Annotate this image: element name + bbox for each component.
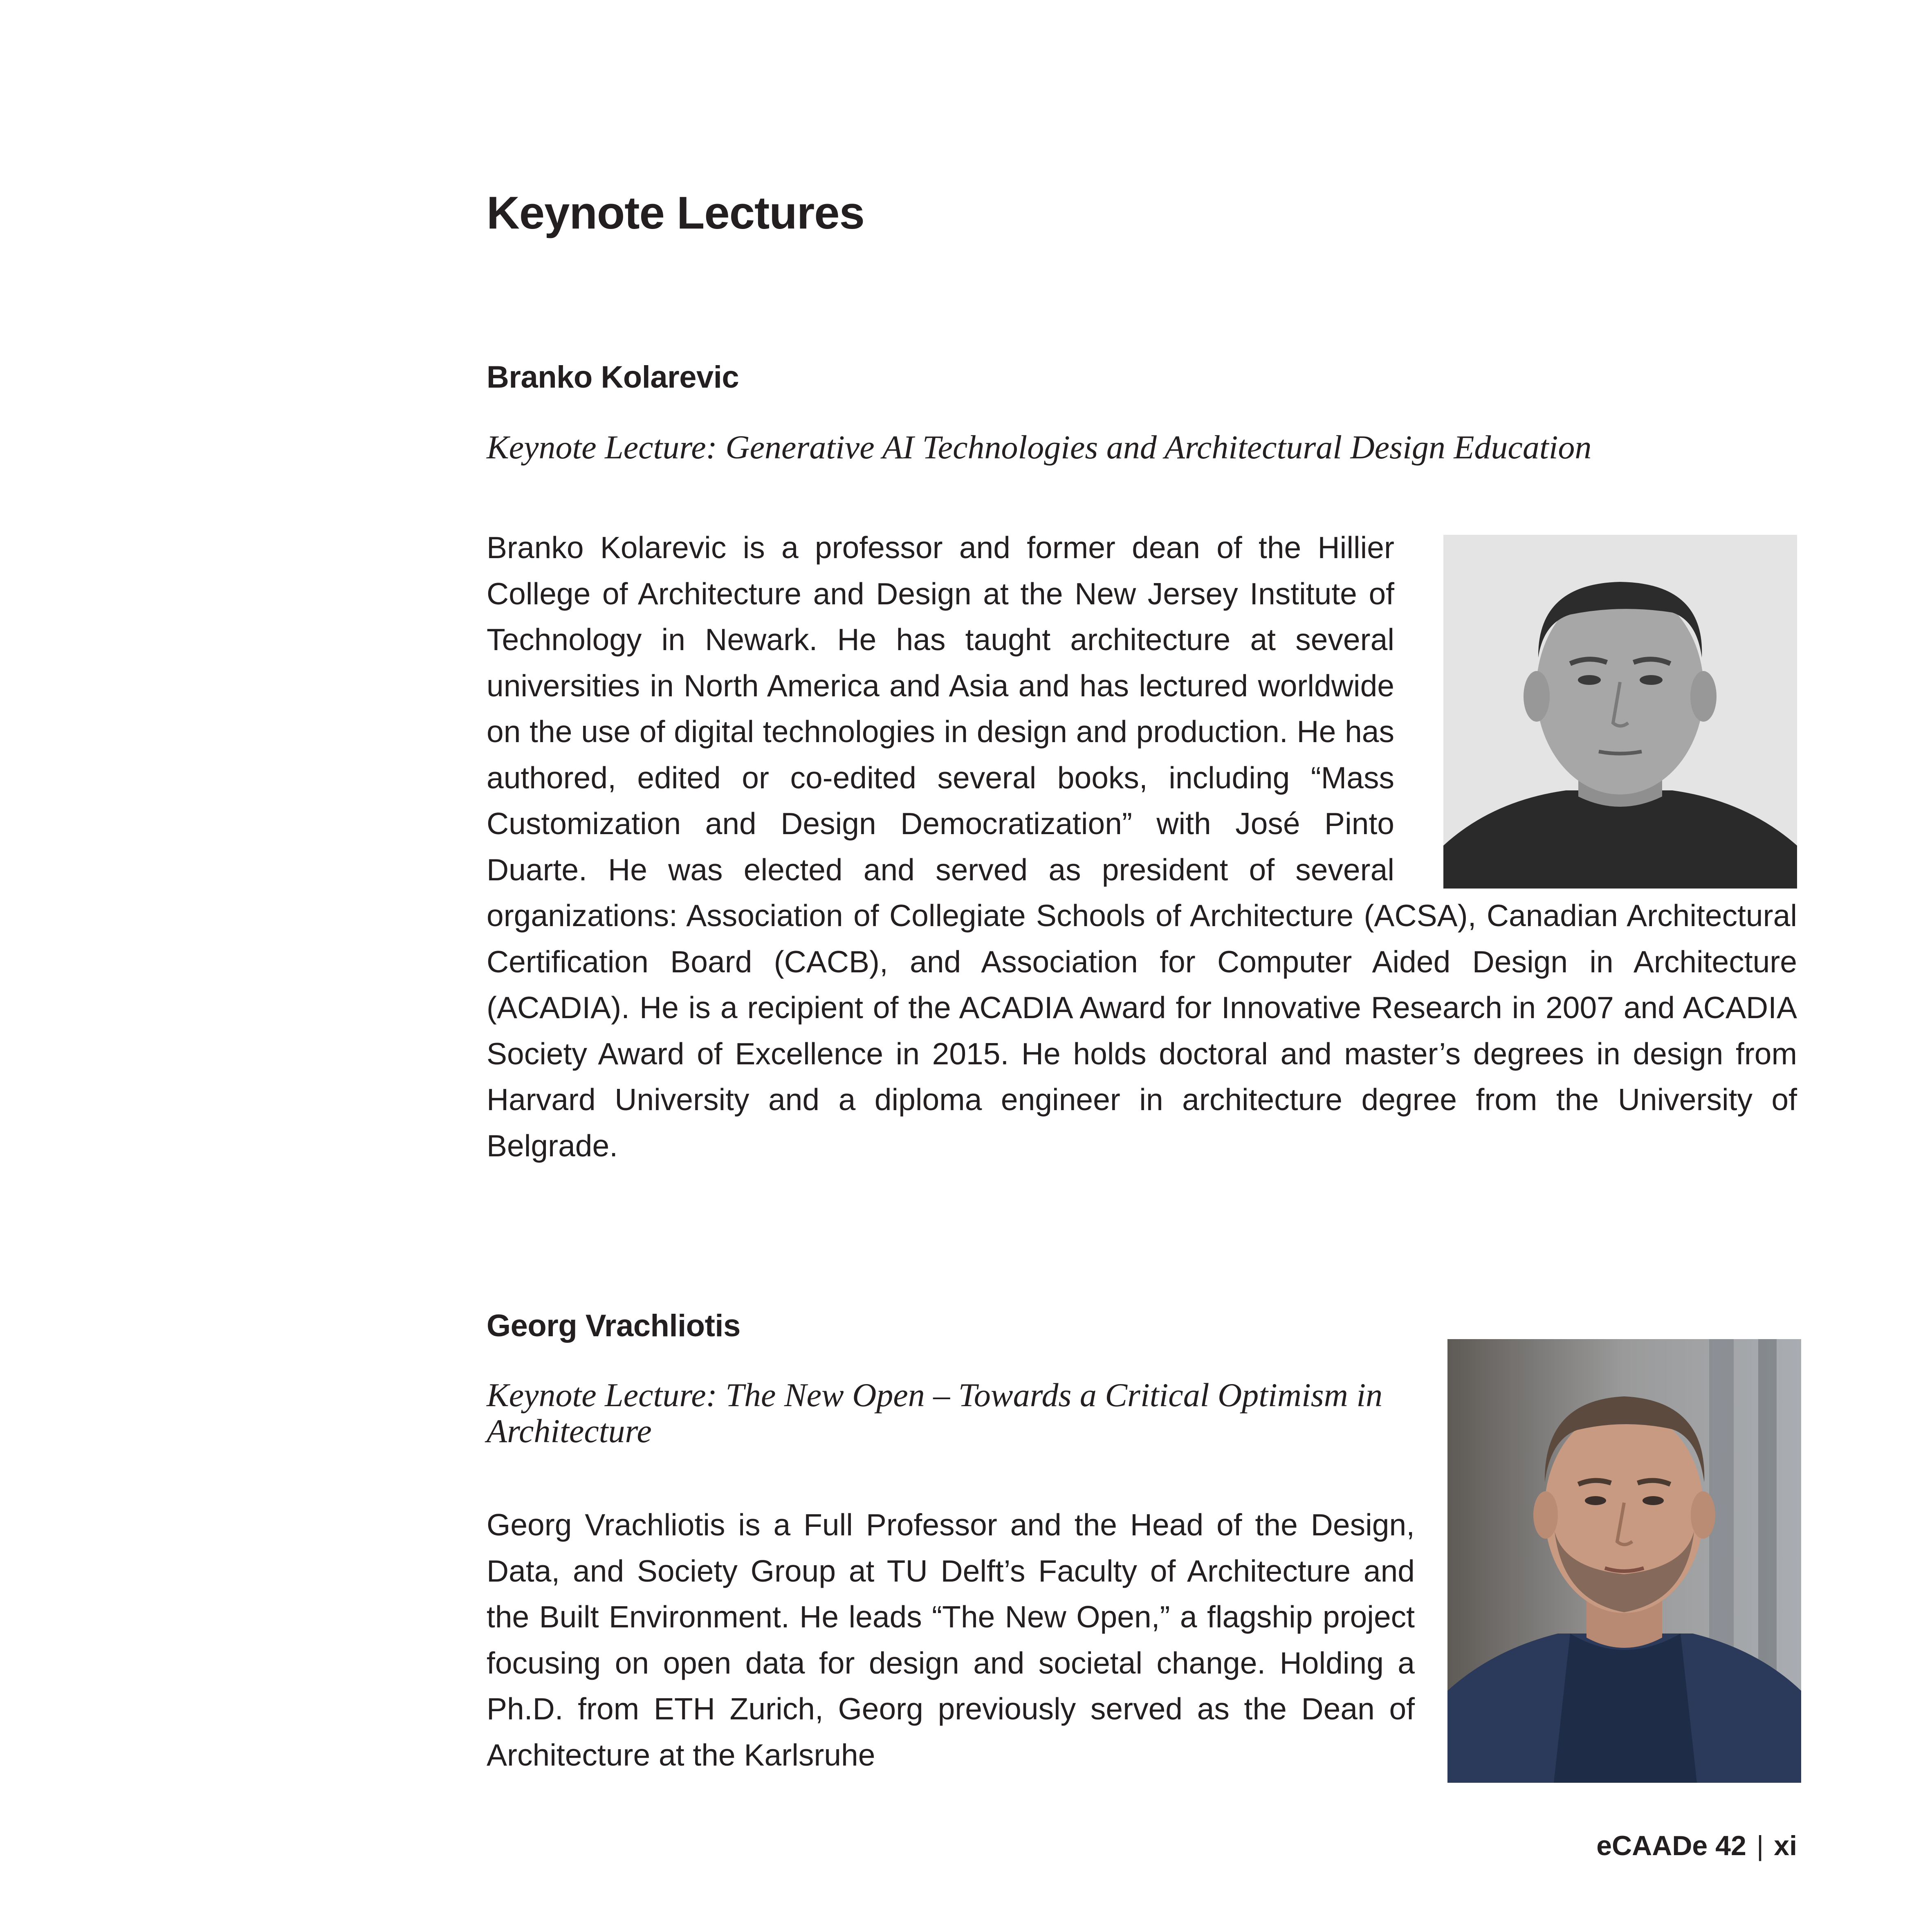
speaker-name-vrachliotis: Georg Vrachliotis <box>487 1308 740 1343</box>
portrait-photo-kolarevic <box>1443 535 1797 889</box>
speaker-name-kolarevic: Branko Kolarevic <box>487 360 739 395</box>
color-portrait-image <box>1447 1339 1801 1783</box>
footer-page-number: xi <box>1774 1830 1797 1861</box>
page-footer <box>1596 1832 1797 1860</box>
footer-conference: eCAADe 42 <box>1596 1830 1746 1861</box>
portrait-photo-vrachliotis <box>1447 1339 1801 1783</box>
footer-separator: | <box>1756 1830 1764 1861</box>
bio-text-kolarevic: Branko Kolarevic is a professor and former dean of the Hillier College of Architecture and Design at the New Jersey Institute of Technology in Newark. He has taught architecture at several universities in North America and Asia and has lectured worldwide on the use of digital technologies in design and production. He has authored, edited or co-edited several books, including “Mass Customization and Design Democratization” with José Pinto Duarte. He was elected and served as president of several organizations: Association of Collegiate Schools of Architecture (ACSA), Canadian Architectural Certification Board (CACB), and Association for Computer Aided Design in Architecture (ACADIA). He is a recipient of the ACADIA Award for Innovative Research in 2007 and ACADIA Society Award of Excellence in 2015. He holds doctoral and master’s degrees in design from Harvard University and a diploma engineer in architecture degree from the University of Belgrade. <box>487 530 1797 1163</box>
lecture-title-kolarevic: Keynote Lecture: Generative AI Technologies and Architectural Design Education <box>487 429 1592 466</box>
bio-text-vrachliotis: Georg Vrachliotis is a Full Professor and the Head of the Design, Data, and Society Group at TU Delft’s Faculty of Architecture and the Built Environment. He leads “The New Open,” a flagship project focusing on open data for design and societal change. Holding a Ph.D. from ETH Zurich, Georg previously served as the Dean of Architecture at the Karlsruhe <box>487 1508 1415 1772</box>
lecture-title-vrachliotis: Keynote Lecture: The New Open – Towards a Critical Optimism in Architecture <box>487 1376 1383 1450</box>
grayscale-portrait-image <box>1443 535 1797 889</box>
speaker-bio-vrachliotis <box>487 1502 1415 1778</box>
page-title: Keynote Lectures <box>487 187 864 238</box>
speaker-bio-kolarevic <box>487 525 1797 1169</box>
